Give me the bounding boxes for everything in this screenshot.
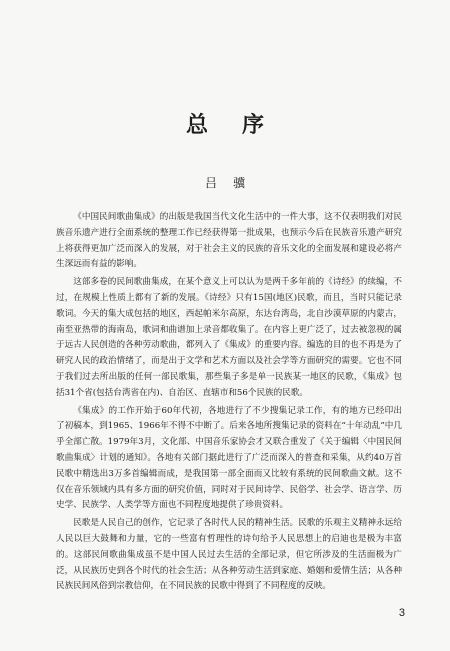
document-title: 总序 xyxy=(185,113,298,138)
paragraph: 《集成》的工作开始于60年代初，各地进行了不少搜集记录工作，有的地方已经印出了初稿本，到1965、1966年不得不中断了。后来各地所搜集记录的资料在“十年动乱”中几乎全部亡散。1979年3月，文化部、中国音乐家协会才又联合重发了《关于编辑〈中国民间歌曲集成〉计划的通知》。各地有关部门据此进行了广泛而深入的普查和采集，从约40万首民歌中精选出3万多首编辑而成，是我国第一部全面而又比较有系统的民间歌曲文献。这不仅在音乐领域内具有多方面的研究价值，同时对于民间诗学、民俗学、社会学、语言学、历史学、民族学、人类学等方面也不同程度地提供了珍贵资料。 xyxy=(56,405,402,511)
paragraph: 这部多卷的民间歌曲集成，在某个意义上可以认为是两千多年前的《诗经》的续编，不过，在规模上性质上都有了新的发展。《诗经》只有15国(地区)民歌，而且，当时只能记录歌词。今天的集大成包括的地区，西起帕米尔高原，东达台湾岛，北自沙漠草原的内蒙古，南至亚热带的海南岛，歌词和曲谱加上录音都收集了。在内容上更广泛了，过去被忽视的属于远古人民创造的各种劳动歌曲，都列入了《集成》的重要内容。编选的目的也不再是为了研究人民的政治情绪了，而是出于文学和艺术方面以及社会学等方面研究的需要。它也不同于我们过去所出版的任何一部民歌集，那些集子多是单一民族某一地区的民歌，《集成》包括31个省(包括台湾省在内)、自治区、直辖市和56个民族的民歌。 xyxy=(56,277,402,398)
author-name: 吕骥 xyxy=(204,176,261,190)
paragraph: 《中国民间歌曲集成》的出版是我国当代文化生活中的一件大事，这不仅表明我们对民族音乐遗产进行全面系统的整理工作已经获得第一批成果，也预示今后在民族音乐遗产研究上将获得更加广泛而深入的发展，对于社会主义的民族的音乐文化的全面发展和建设必将产生深远而有益的影响。 xyxy=(56,212,402,270)
page-number: 3 xyxy=(398,607,405,619)
document-body xyxy=(56,210,402,597)
paragraph: 民歌是人民自己的创作，它记录了各时代人民的精神生活。民歌的乐观主义精神永远给人民以巨大鼓舞和力量，它的一些富有哲理性的诗句给予人民思想上的启迪也是极为丰富的。这部民间歌曲集成虽不是中国人民过去生活的全部记录，但它所涉及的生活面极为广泛，从民族历史到各个时代的社会生活；从各种劳动生活到家庭、婚姻和爱情生活；从各种民族民间风俗到宗教信仰，在不同民族的民歌中得到了不同程度的反映。 xyxy=(56,518,402,592)
